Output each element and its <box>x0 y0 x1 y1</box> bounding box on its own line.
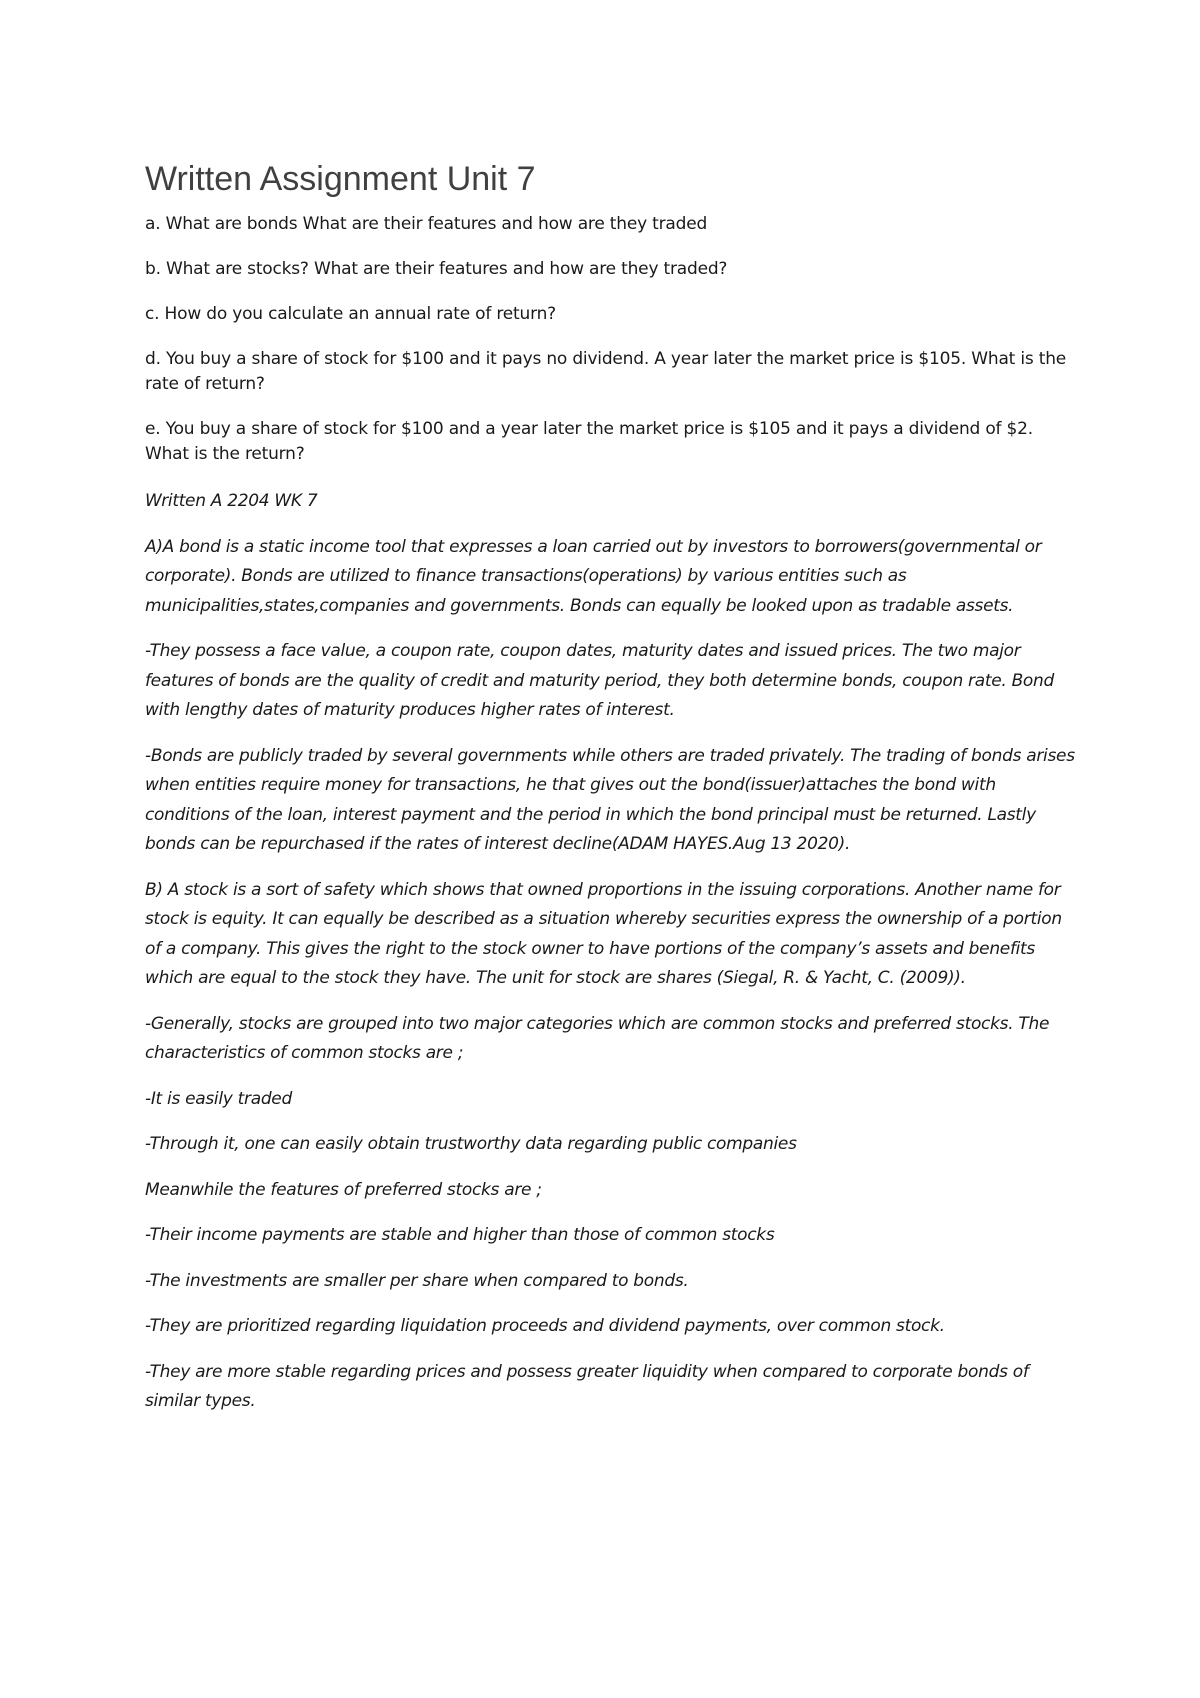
answer-preferred-feature-3: -They are prioritized regarding liquidation proceeds and dividend payments, over common stock. <box>145 1316 945 1336</box>
answer-stock-definition: B) A stock is a sort of safety which shows that owned proportions in the issuing corporations. Another name for stock is equity. It can equally be described as a situation whereby securities express the ownership of a portion of a company. This gives the right to the stock owner to have portions of the company’s assets and benefits which are equal to the stock they have. The unit for stock are shares (Siegal, R. & Yacht, C. (2009)). <box>145 879 1062 988</box>
answer-common-feature-1: -It is easily traded <box>145 1088 292 1109</box>
answer-bond-trading: -Bonds are publicly traded by several governments while others are traded privately. The trading of bonds arises when entities require money for transactions, he that gives out the bond(issuer)attaches the bond with conditions of the loan, interest payment and the period in which the bond principal must be returned. Lastly bonds can be repurchased if the rates of interest decline(ADAM HAYES.Aug 13 2020). <box>145 745 1075 854</box>
question-c: c. How do you calculate an annual rate of return? <box>145 304 556 324</box>
question-e: e. You buy a share of stock for $100 and a year later the market price is $105 and it pays a dividend of $2. What is the return? <box>145 419 1033 464</box>
answer-bond-features: -They possess a face value, a coupon rate, coupon dates, maturity dates and issued prices. The two major features of bonds are the quality of credit and maturity period, they both determine bonds, coupon rate. Bond with lengthy dates of maturity produces higher rates of interest. <box>145 641 1054 720</box>
document-body <box>145 158 1075 1433</box>
answer-common-feature-2: -Through it, one can easily obtain trustworthy data regarding public companies <box>145 1134 797 1154</box>
answer-preferred-feature-4: -They are more stable regarding prices and possess greater liquidity when compared to corporate bonds of similar types. <box>145 1361 1029 1411</box>
answer-header: Written A 2204 WK 7 <box>145 491 318 511</box>
document-title: Written Assignment Unit 7 <box>145 160 536 198</box>
question-b: b. What are stocks? What are their features and how are they traded? <box>145 259 728 279</box>
answer-stock-categories: -Generally, stocks are grouped into two major categories which are common stocks and preferred stocks. The characteristics of common stocks are ; <box>145 1013 1050 1063</box>
answer-preferred-feature-2: -The investments are smaller per share when compared to bonds. <box>145 1270 689 1291</box>
question-d: d. You buy a share of stock for $100 and it pays no dividend. A year later the market price is $105. What is the rate of return? <box>145 349 1067 394</box>
answer-preferred-intro: Meanwhile the features of preferred stocks are ; <box>145 1179 542 1200</box>
answer-bond-definition: A)A bond is a static income tool that expresses a loan carried out by investors to borrowers(governmental or corporate). Bonds are utilized to finance transactions(operations) by various entities such as municipalities,states,companies and governments. Bonds can equally be looked upon as tradable assets. <box>145 536 1042 616</box>
answer-preferred-feature-1: -Their income payments are stable and higher than those of common stocks <box>145 1225 775 1245</box>
question-a: a. What are bonds What are their features and how are they traded <box>145 214 708 234</box>
